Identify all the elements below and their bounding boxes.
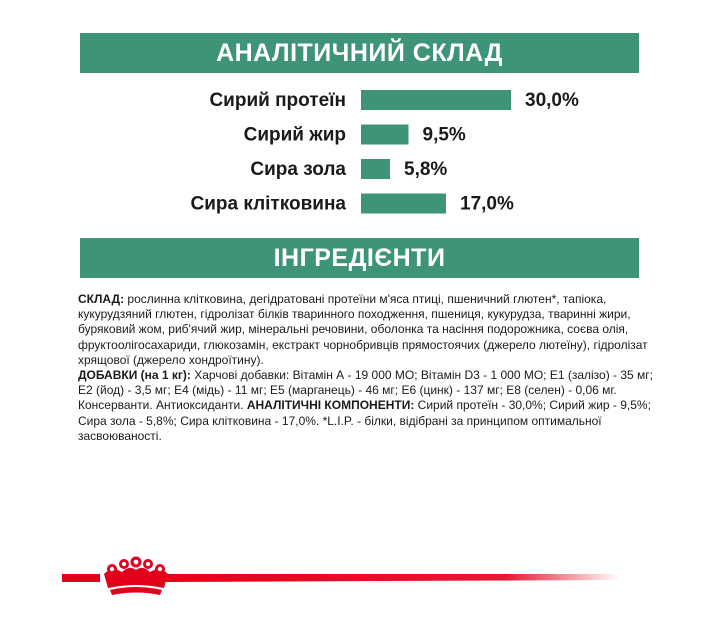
analysis-title: АНАЛІТИЧНИЙ СКЛАД bbox=[216, 39, 503, 67]
bar bbox=[361, 159, 390, 179]
category-label: Сира зола bbox=[250, 159, 346, 180]
composition-text: рослинна клітковина, дегідратовані протеїни м'яса птиці, пшеничний глютен*, тапіока, кукурудзяний глютен, гідролізат білків тваринного походження, пшениця, кукурудза, тваринні жири, буряковий жом, риб'ячий жир, мінеральні речовини, оболонка та насіння подорожника, соєва олія, фруктоолігосахариди, глюкозамін, екстракт чорнобривців прямостоячих (джерело лютеїну), гідролізат хрящової (джерело хондроїтину). bbox=[78, 292, 648, 367]
category-label: Сирий жир bbox=[243, 124, 346, 146]
value-label: 5,8% bbox=[404, 159, 448, 180]
ingredients-banner bbox=[80, 238, 639, 278]
composition-label: СКЛАД: bbox=[78, 292, 125, 306]
additives-text: Харчові добавки: Вітамін А - 19 000 МО; Вітамін D3 - 1 000 МО; E1 (залізо) - 35 мг; E2 (йод) - 3,5 мг; E4 (мідь) - 11 мг; E5 (марганець) - 46 мг; E6 (цинк) - 137 мг; E8 (селен) - 0,06 мг. Консерванти. Антиоксиданти. bbox=[78, 368, 654, 413]
analytical-components-label: АНАЛІТИЧНІ КОМПОНЕНТИ: bbox=[246, 398, 415, 413]
ingredients-title: ІНГРЕДІЄНТИ bbox=[273, 244, 446, 272]
bar bbox=[361, 90, 511, 110]
analytical-components-text: Сирий протеїн - 30,0%; Сирий жир - 9,5%; Сира зола - 5,8%; Сира клітковина - 17,0%. *L.I.P. - білки, відібрані за принципом оптимальної засвоюваності. bbox=[78, 398, 651, 443]
additives-label: ДОБАВКИ (на 1 кг): bbox=[78, 368, 191, 383]
value-label: 17,0% bbox=[460, 193, 514, 215]
value-label: 9,5% bbox=[422, 124, 466, 146]
footer-stripe-right bbox=[166, 574, 620, 582]
footer-stripe-left bbox=[62, 574, 100, 582]
bar bbox=[361, 125, 409, 145]
value-label: 30,0% bbox=[525, 90, 579, 111]
bar bbox=[361, 194, 446, 214]
footer-brand-stripe bbox=[0, 550, 719, 610]
ingredients-text bbox=[78, 292, 658, 444]
category-label: Сирий протеїн bbox=[209, 90, 346, 111]
category-label: Сира клітковина bbox=[190, 193, 346, 215]
